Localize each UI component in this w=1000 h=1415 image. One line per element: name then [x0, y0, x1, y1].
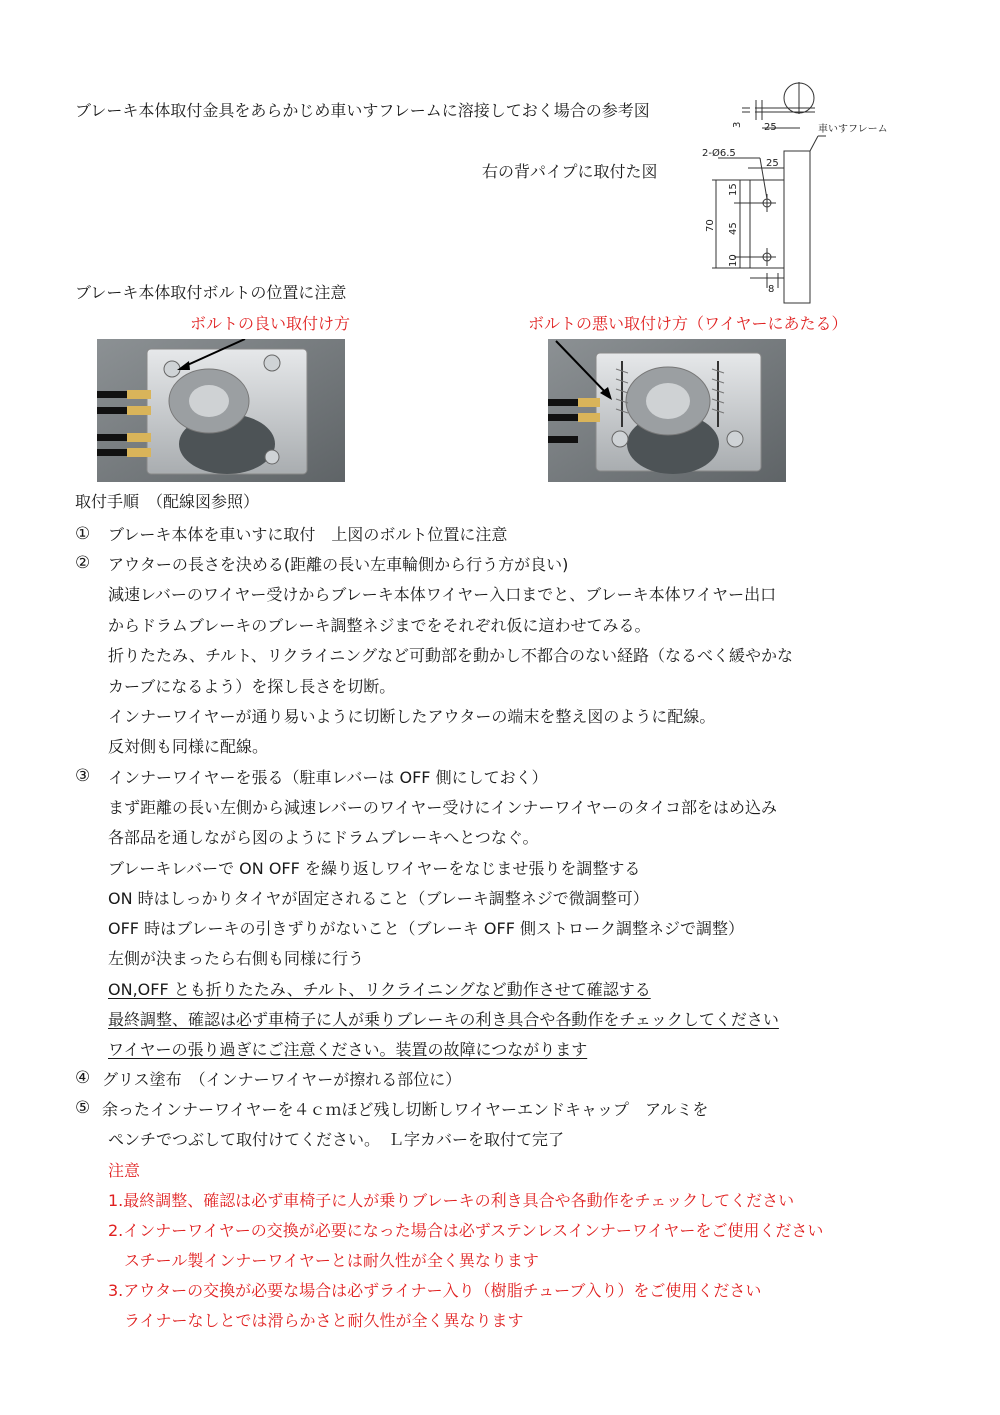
note-line: 3.アウターの交換が必要な場合は必ずライナー入り（樹脂チューブ入り）をご使用ください	[108, 1281, 762, 1300]
step-2-line: アウターの長さを決める(距離の長い左車輪側から行う方が良い)	[108, 555, 569, 574]
step-3-line: 左側が決まったら右側も同様に行う	[108, 949, 365, 968]
dim-3: 3	[732, 121, 743, 128]
note-line: スチール製インナーワイヤーとは耐久性が全く異なります	[124, 1251, 539, 1270]
step-3-underlined-line: 最終調整、確認は必ず車椅子に人が乗りブレーキの利き具合や各動作をチェックしてください	[108, 1010, 779, 1029]
step-3-mark: ③	[75, 766, 91, 786]
note-line: 1.最終調整、確認は必ず車椅子に人が乗りブレーキの利き具合や各動作をチェックしてください	[108, 1191, 795, 1210]
bad-label: ボルトの悪い取付け方（ワイヤーにあたる）	[528, 314, 848, 333]
step-3-underlined-line: ON,OFF とも折りたたみ、チルト、リクライニングなど動作させて確認する	[108, 980, 651, 999]
dim-25: 25	[766, 158, 779, 169]
step-2-mark: ②	[75, 553, 91, 573]
procedure-heading: 取付手順 （配線図参照）	[75, 492, 260, 511]
bad-mounting-photo	[548, 339, 786, 482]
dim-8: 8	[768, 284, 775, 295]
step-5-line: ペンチでつぶして取付けてください。 Ｌ字カバーを取付て完了	[108, 1130, 565, 1149]
step-5-mark: ⑤	[75, 1098, 91, 1118]
step-2-line: カーブになるよう）を探し長さを切断。	[108, 677, 396, 696]
document-title: ブレーキ本体取付金具をあらかじめ車いすフレームに溶接しておく場合の参考図	[75, 101, 650, 120]
hole-label: 2-Ø6.5	[702, 148, 736, 159]
dim-10: 10	[728, 254, 739, 267]
step-2-line: 折りたたみ、チルト、リクライニングなど可動部を動かし不都合のない経路（なるべく緩やかな	[108, 646, 793, 665]
good-mounting-photo	[97, 339, 345, 482]
step-2-line: インナーワイヤーが通り易いように切断したアウターの端末を整え図のように配線。	[108, 707, 716, 726]
bracket-drawing	[700, 78, 910, 308]
diagram-caption: 右の背パイプに取付た図	[482, 162, 658, 181]
good-label: ボルトの良い取付け方	[190, 314, 351, 333]
step-1-line: ブレーキ本体を車いすに取付 上図のボルト位置に注意	[108, 525, 508, 544]
dim-15: 15	[728, 183, 739, 196]
step-2-line: 反対側も同様に配線。	[108, 737, 269, 756]
step-3-line: まず距離の長い左側から減速レバーのワイヤー受けにインナーワイヤーのタイコ部をはめ込み	[108, 798, 777, 817]
step-4-line: グリス塗布 （インナーワイヤーが擦れる部位に）	[102, 1070, 462, 1089]
step-3-line: OFF 時はブレーキの引きずりがないこと（ブレーキ OFF 側ストローク調整ネジで調整）	[108, 919, 744, 938]
frame-label: 車いすフレーム	[818, 124, 888, 135]
note-line: 2.インナーワイヤーの交換が必要になった場合は必ずステンレスインナーワイヤーをご使用ください	[108, 1221, 824, 1240]
step-2-line: 減速レバーのワイヤー受けからブレーキ本体ワイヤー入口までと、ブレーキ本体ワイヤー出口	[108, 585, 777, 604]
step-4-mark: ④	[75, 1068, 91, 1088]
dim-25-top: 25	[764, 122, 777, 133]
step-3-line: ブレーキレバーで ON OFF を繰り返しワイヤーをなじませ張りを調整する	[108, 859, 641, 878]
step-1-mark: ①	[75, 524, 91, 544]
bolt-heading: ブレーキ本体取付ボルトの位置に注意	[75, 283, 347, 302]
step-3-line: 各部品を通しながら図のようにドラムブレーキへとつなぐ。	[108, 828, 539, 847]
dim-70: 70	[705, 219, 716, 232]
notes-heading: 注意	[108, 1161, 141, 1180]
dim-45: 45	[728, 222, 739, 235]
step-2-line: からドラムブレーキのブレーキ調整ネジまでをそれぞれ仮に這わせてみる。	[108, 616, 651, 635]
step-5-line: 余ったインナーワイヤーを４ｃｍほど残し切断しワイヤーエンドキャップ アルミを	[102, 1100, 709, 1119]
step-3-underlined-line: ワイヤーの張り過ぎにご注意ください。装置の故障につながります	[108, 1040, 588, 1059]
step-3-line: インナーワイヤーを張る（駐車レバーは OFF 側にしておく）	[108, 768, 548, 787]
note-line: ライナーなしとでは滑らかさと耐久性が全く異なります	[124, 1311, 524, 1330]
step-3-line: ON 時はしっかりタイヤが固定されること（ブレーキ調整ネジで微調整可）	[108, 889, 649, 908]
